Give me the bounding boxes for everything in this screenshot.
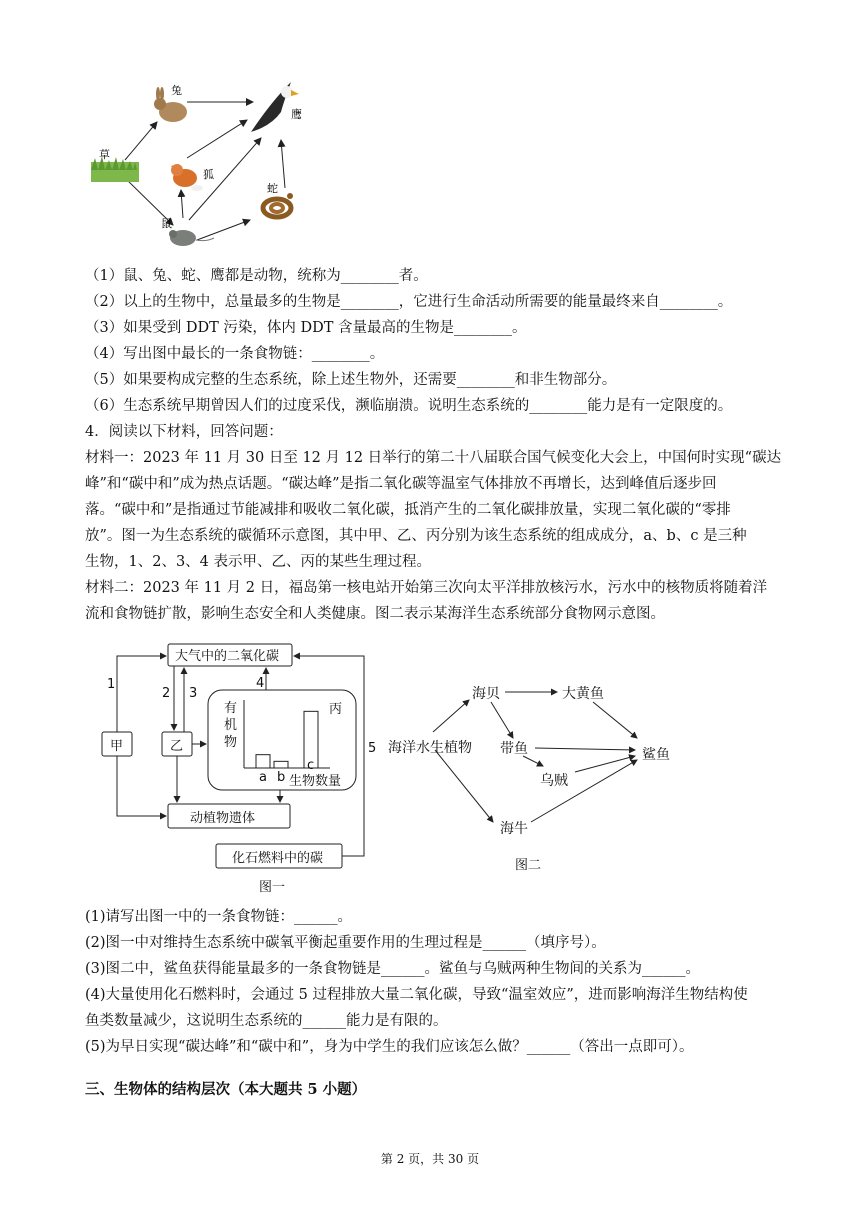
jia-label: 甲 (110, 739, 124, 754)
chart-x-label: 生物数量 (289, 774, 342, 789)
process-3-label: 3 (189, 686, 198, 701)
grass-label: 草 (99, 148, 110, 161)
organic-char: 机 (224, 718, 238, 733)
bar-label-c: c (307, 758, 315, 773)
hairtail-node: 带鱼 (500, 741, 528, 757)
page-footer: 第 2 页，共 30 页 (380, 1152, 480, 1166)
q4-subquestion: (2)图一中对维持生态系统中碳氧平衡起重要作用的生理过程是______（填序号）。 (85, 935, 606, 951)
q4-subquestion: (4)大量使用化石燃料时，会通过 5 过程排放大量二氧化碳，导致“温室效应”，进而影响海洋生物结构使 (85, 987, 748, 1003)
process-5-label: 5 (368, 741, 377, 756)
organic-char: 物 (224, 735, 238, 750)
marine-plant-node: 海洋水生植物 (388, 740, 472, 756)
q4-subquestion: (3)图二中，鲨鱼获得能量最多的一条食物链是______。鲨鱼与乌贼两种生物间的关系为______。 (85, 961, 701, 977)
snake-picture (263, 193, 293, 217)
q3-item: （5）如果要构成完整的生态系统，除上述生物外，还需要________和非生物部分。 (85, 372, 617, 388)
process-2-label: 2 (162, 686, 171, 701)
yi-label: 乙 (170, 739, 184, 754)
bing-label: 丙 (329, 702, 343, 717)
section-3-heading: 三、生物体的结构层次（本大题共 5 小题） (85, 1081, 367, 1098)
organic-char: 有 (224, 701, 238, 716)
mouse-label: 鼠 (161, 217, 172, 230)
eagle-label: 鹰 (291, 108, 302, 121)
q4-subquestion: (5)为早日实现“碳达峰”和“碳中和”，身为中学生的我们应该怎么做？______（答出一点即可）。 (85, 1039, 694, 1055)
process-1-arrow (117, 656, 166, 732)
figure-1-caption: 图一 (259, 880, 286, 895)
question-4-title: 4．阅读以下材料，回答问题： (85, 424, 283, 440)
bar-label-a: a (259, 770, 267, 785)
carbon-cycle-figure (90, 638, 390, 878)
squid-node: 乌贼 (540, 773, 568, 789)
material-1-line: 放”。图一为生态系统的碳循环示意图，其中甲、乙、丙分别为该生态系统的组成成分，a、b、c 是三种 (85, 528, 747, 544)
process-1-label: 1 (107, 677, 116, 692)
rabbit-label: 兔 (171, 84, 182, 97)
fox-label: 狐 (203, 168, 214, 181)
material-1-line: 落。“碳中和”是指通过节能减排和吸收二氧化碳，抵消产生的二氧化碳排放量，实现二氧化碳的“零排 (85, 502, 731, 518)
organic-matter-label (224, 700, 237, 751)
q4-subquestion: (1)请写出图一中的一条食物链：______。 (85, 909, 353, 925)
mouse-picture (169, 230, 214, 246)
bar-b (274, 761, 288, 768)
shellfish-node: 海贝 (472, 686, 500, 702)
q3-item: （1）鼠、兔、蛇、鹰都是动物，统称为________者。 (85, 268, 428, 284)
yellow-croaker-node: 大黄鱼 (562, 686, 604, 702)
sea-cow-node: 海牛 (500, 821, 528, 837)
snake-label: 蛇 (267, 182, 278, 195)
material-1-line: 材料一：2023 年 11 月 30 日至 12 月 12 日举行的第二十八届联合国气候变化大会上，中国何时实现“碳达 (85, 450, 782, 466)
fossil-label: 化石燃料中的碳 (232, 851, 324, 866)
figure-2-caption: 图二 (515, 858, 542, 873)
atmosphere-label: 大气中的二氧化碳 (175, 649, 280, 664)
fox-picture (171, 164, 203, 191)
bar-label-b: b (277, 770, 286, 785)
q3-item: （3）如果受到 DDT 污染，体内 DDT 含量最高的生物是________。 (85, 320, 527, 336)
material-1-line: 生物，1、2、3、4 表示甲、乙、丙的某些生理过程。 (85, 554, 432, 570)
bar-a (256, 755, 270, 768)
remains-label: 动植物遗体 (190, 811, 256, 826)
material-2-line: 流和食物链扩散，影响生态安全和人类健康。图二表示某海洋生态系统部分食物网示意图。 (85, 606, 665, 622)
q3-item: （6）生态系统早期曾因人们的过度采伐，濒临崩溃。说明生态系统的________能力是有一定限度的。 (85, 398, 733, 414)
material-1-line: 峰”和“碳中和”成为热点话题。“碳达峰”是指二氧化碳等温室气体排放不再增长，达到峰值后逐步回 (85, 476, 717, 492)
q4-subquestion: 鱼类数量减少，这说明生态系统的______能力是有限的。 (85, 1013, 448, 1029)
shark-node: 鲨鱼 (642, 747, 670, 763)
process-4-label: 4 (256, 676, 265, 691)
food-web-figure (85, 70, 325, 255)
eagle-picture (251, 82, 299, 132)
q3-item: （4）写出图中最长的一条食物链：________。 (85, 346, 385, 362)
material-2-line: 材料二：2023 年 11 月 2 日，福岛第一核电站开始第三次向太平洋排放核污水，污水中的核物质将随着洋 (85, 580, 768, 596)
q3-item: （2）以上的生物中，总量最多的生物是________，它进行生命活动所需要的能量最终来自________。 (85, 294, 733, 310)
